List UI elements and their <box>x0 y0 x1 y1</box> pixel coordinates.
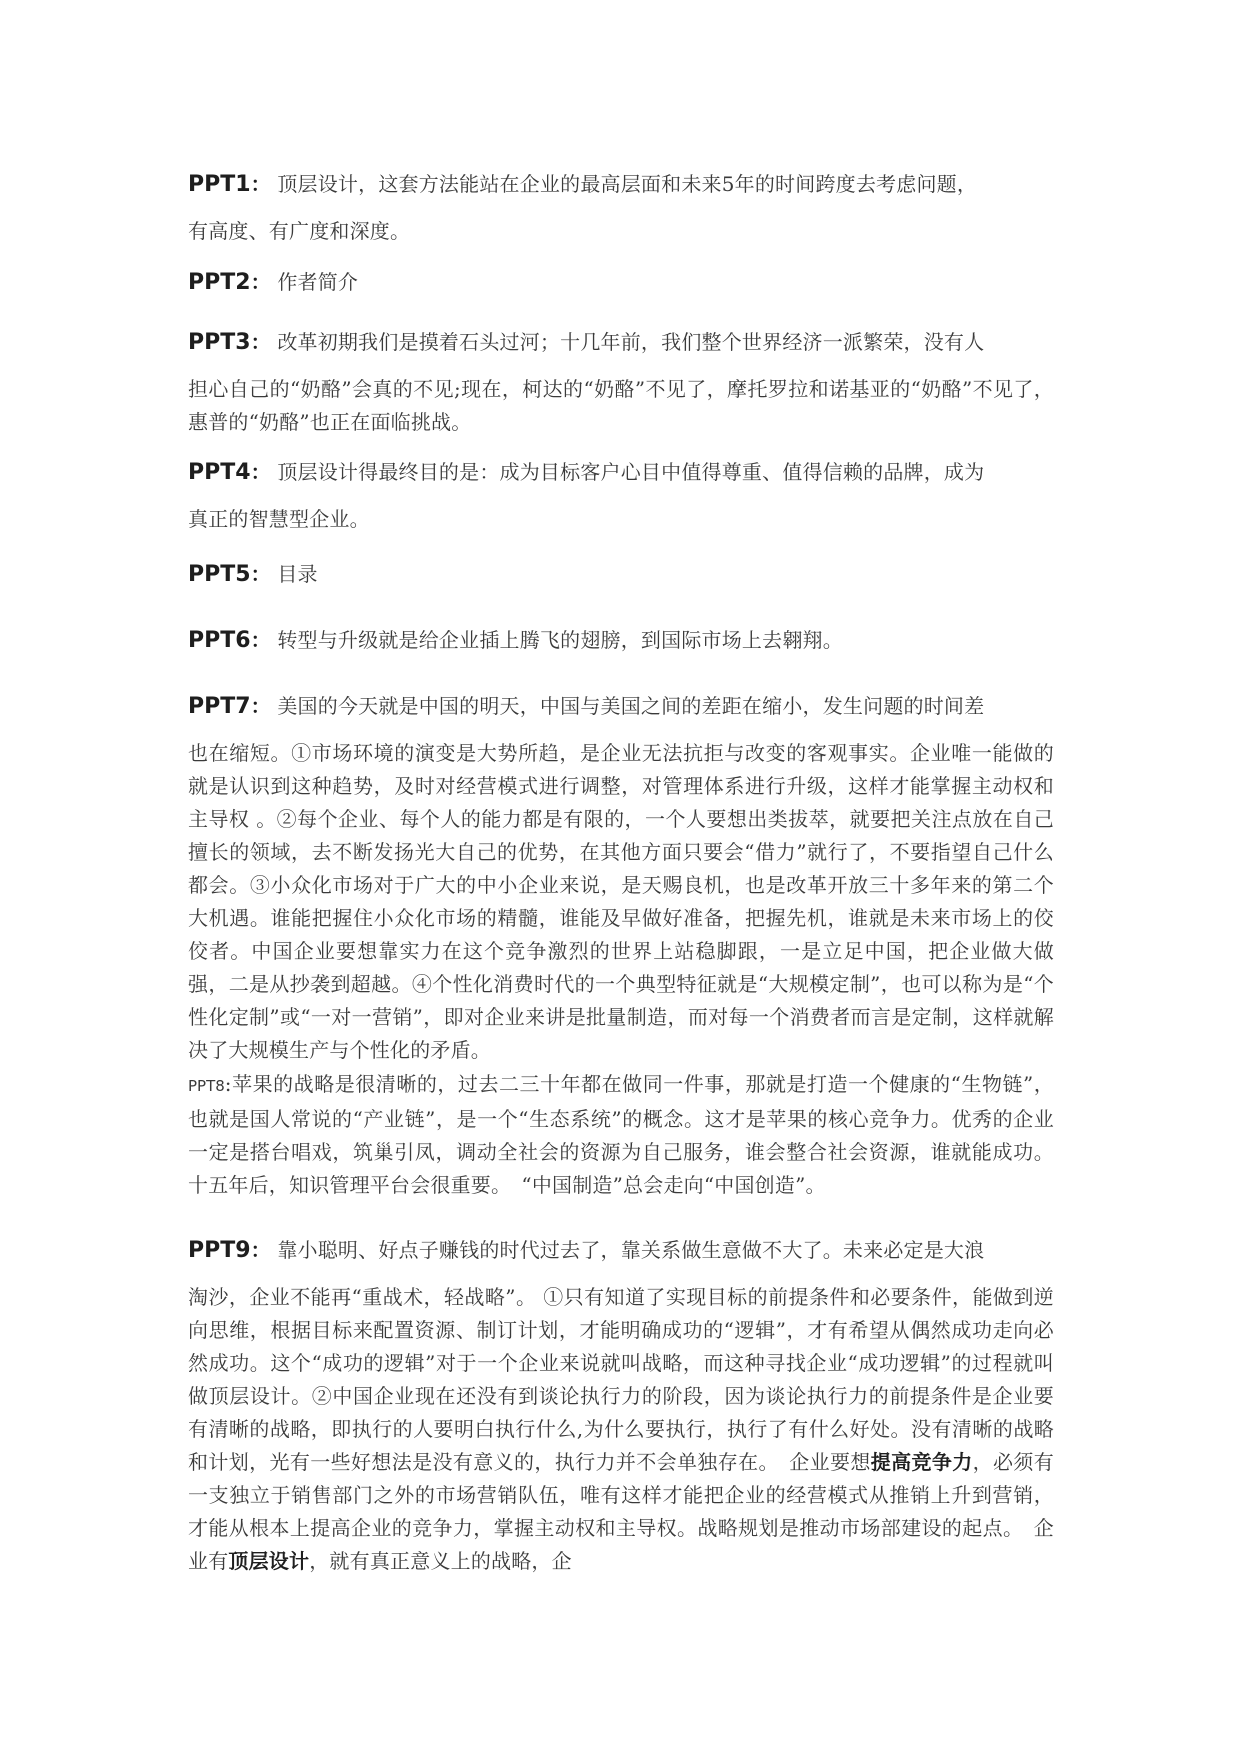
slide-label: PPT9 <box>188 1238 251 1263</box>
paragraph-ppt9 <box>188 1234 1054 1578</box>
paragraph-text: 目录 <box>277 562 318 586</box>
slide-label: PPT5 <box>188 562 251 587</box>
slide-label: PPT6 <box>188 628 251 653</box>
label-separator: ： <box>250 172 271 196</box>
paragraph-text: 作者简介 <box>277 270 359 294</box>
paragraph-text: 改革初期我们是摸着石头过河；十几年前，我们整个世界经济一派繁荣，没有人 <box>277 330 985 354</box>
paragraph-text: 美国的今天就是中国的明天，中国与美国之间的差距在缩小，发生问题的时间差 <box>277 694 985 718</box>
paragraph-ppt4 <box>188 456 1054 536</box>
paragraph-text: 顶层设计，这套方法能站在企业的最高层面和未来5年的时间跨度去考虑问题， <box>277 172 978 196</box>
paragraph-ppt2 <box>188 266 1054 299</box>
paragraph-ppt5 <box>188 558 1054 591</box>
paragraph-first-line <box>188 456 1054 489</box>
paragraph-first-line <box>188 326 1054 359</box>
label-separator: ： <box>250 1238 271 1262</box>
label-separator: ： <box>250 628 271 652</box>
slide-label: PPT2 <box>188 270 251 295</box>
paragraph-text: 转型与升级就是给企业插上腾飞的翅膀，到国际市场上去翱翔。 <box>277 628 843 652</box>
paragraph-ppt3 <box>188 326 1054 439</box>
paragraph-first-line <box>188 1234 1054 1267</box>
paragraph-text-continued: 担心自己的“奶酪”会真的不见;现在，柯达的“奶酪”不见了，摩托罗拉和诺基亚的“奶酪”不见了，惠普的“奶酪”也正在面临挑战。 <box>188 377 1054 434</box>
paragraph-first-line <box>188 168 1054 201</box>
label-separator: ： <box>250 562 271 586</box>
paragraph-text: 靠小聪明、好点子赚钱的时代过去了，靠关系做生意做不大了。未来必定是大浪 <box>277 1238 985 1262</box>
paragraph-text-continued: ，就有真正意义上的战略，企 <box>309 1549 572 1573</box>
slide-label: PPT4 <box>188 460 251 485</box>
paragraph-first-line <box>188 690 1054 723</box>
label-separator: ： <box>250 330 271 354</box>
slide-label: PPT7 <box>188 694 251 719</box>
label-separator: : <box>224 1072 232 1096</box>
paragraph-text-continued: 真正的智慧型企业。 <box>188 507 370 531</box>
paragraph-ppt8 <box>188 1068 1054 1202</box>
paragraph-text: 顶层设计得最终目的是：成为目标客户心目中值得尊重、值得信赖的品牌，成为 <box>277 460 985 484</box>
slide-label: PPT3 <box>188 330 251 355</box>
paragraph-ppt1 <box>188 168 1054 248</box>
paragraph-ppt6 <box>188 624 1054 657</box>
slide-label: PPT8 <box>188 1077 225 1095</box>
bold-phrase-top-level-design: 顶层设计 <box>228 1549 310 1573</box>
bold-phrase-competitiveness: 提高竞争力 <box>870 1450 973 1474</box>
paragraph-text-continued: ，必须有一支独立于销售部门之外的市场营销队伍，唯有这样才能把企业的经营模式从推销上升到营销，才能从根本上提高企业的竞争力，掌握主动权和主导权。战略规划是推动市场部建设的起点。 企业有 <box>188 1450 1054 1573</box>
slide-label: PPT1 <box>188 172 251 197</box>
label-separator: ： <box>250 694 271 718</box>
paragraph-text-continued: 淘沙，企业不能再“重战术，轻战略”。 ①只有知道了实现目标的前提条件和必要条件，能做到逆向思维，根据目标来配置资源、制订计划，才能明确成功的“逻辑”，才有希望从偶然成功走向必然成功。这个“成功的逻辑”对于一个企业来说就叫战略，而这种寻找企业“成功逻辑”的过程就叫做顶层设计。②中国企业现在还没有到谈论执行力的阶段，因为谈论执行力的前提条件是企业要有清晰的战略，即执行的人要明白执行什么,为什么要执行，执行了有什么好处。没有清晰的战略和计划，光有一些好想法是没有意义的，执行力并不会单独存在。 企业要想 <box>188 1285 1054 1474</box>
paragraph-ppt7 <box>188 690 1054 1067</box>
paragraph-text-continued: 有高度、有广度和深度。 <box>188 219 411 243</box>
paragraph-text-continued: 也在缩短。①市场环境的演变是大势所趋，是企业无法抗拒与改变的客观事实。企业唯一能做的就是认识到这种趋势，及时对经营模式进行调整，对管理体系进行升级，这样才能掌握主动权和主导权 。②每个企业、每个人的能力都是有限的，一个人要想出类拔萃，就要把关注点放在自己擅长的领域，去不断发扬光大自己的优势，在其他方面只要会“借力”就行了，不要指望自己什么都会。③小众化市场对于广大的中小企业来说，是天赐良机，也是改革开放三十多年来的第二个大机遇。谁能把握住小众化市场的精髓，谁能及早做好准备，把握先机，谁就是未来市场上的佼佼者。中国企业要想靠实力在这个竞争激烈的世界上站稳脚跟，一是立足中国，把企业做大做强，二是从抄袭到超越。④个性化消费时代的一个典型特征就是“大规模定制”，也可以称为是“个性化定制”或“一对一营销”，即对企业来讲是批量制造，而对每一个消费者而言是定制，这样就解决了大规模生产与个性化的矛盾。 <box>188 741 1054 1062</box>
label-separator: ： <box>250 460 271 484</box>
paragraph-text: 苹果的战略是很清晰的，过去二三十年都在做同一件事，那就是打造一个健康的“生物链”，也就是国人常说的“产业链”，是一个“生态系统”的概念。这才是苹果的核心竞争力。优秀的企业一定是搭台唱戏，筑巢引凤，调动全社会的资源为自己服务，谁会整合社会资源，谁就能成功。十五年后，知识管理平台会很重要。 “中国制造”总会走向“中国创造”。 <box>188 1072 1054 1197</box>
label-separator: ： <box>250 270 271 294</box>
